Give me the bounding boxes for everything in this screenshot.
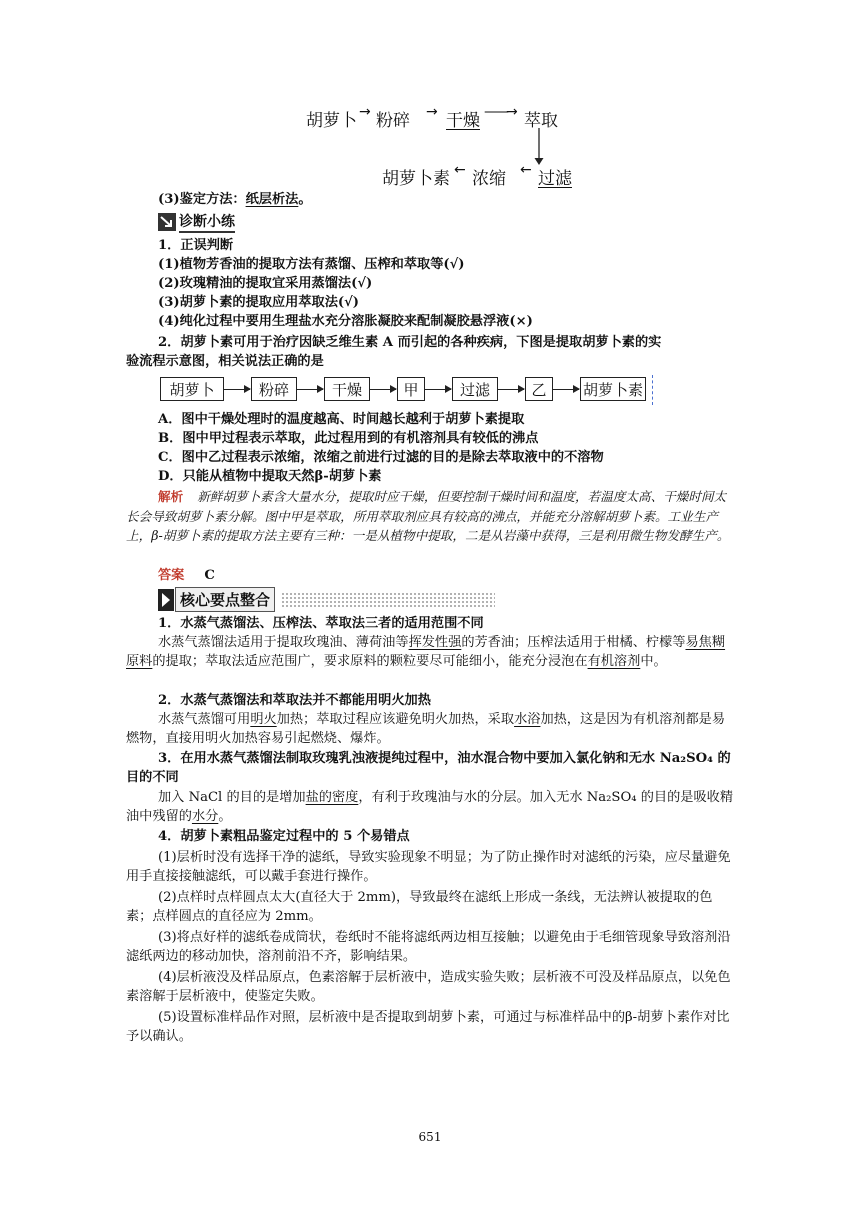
core-p1-body: 水蒸气蒸馏法适用于提取玫瑰油、薄荷油等挥发性强的芳香油；压榨法适用于柑橘、柠檬等易焦糊原料的提取；萃取法适应范围广，要求原料的颗粒要尽可能细小，能充分浸泡在有机溶剂中。 — [126, 635, 726, 670]
flow-arrow-icon — [297, 389, 323, 390]
flow-arrow-icon: ——→ — [484, 104, 515, 120]
q2-answer: 答案 C — [158, 568, 215, 583]
q2-analysis — [126, 487, 738, 546]
flow-box: 乙 — [525, 377, 553, 401]
flow-box: 甲 — [397, 377, 425, 401]
q2-option-b: B．图中甲过程表示萃取，此过程用到的有机溶剂具有较低的沸点 — [158, 431, 539, 446]
q2-stem-line1: 2．胡萝卜素可用于治疗因缺乏维生素 A 而引起的各种疾病，下图是提取胡萝卜素的实 — [158, 335, 662, 350]
down-arrow-icon — [533, 128, 545, 166]
core-p1-heading: 1．水蒸气蒸馏法、压榨法、萃取法三者的适用范围不同 — [158, 616, 484, 631]
q2-option-d: D．只能从植物中提取天然β-胡萝卜素 — [158, 469, 382, 484]
dashed-divider — [652, 375, 653, 405]
q1-item: (3)胡萝卜素的提取应用萃取法(√) — [158, 295, 360, 310]
flow-arrow-left-icon: ← — [520, 162, 532, 178]
flow-node-concentrate: 浓缩 — [472, 169, 506, 189]
flow-arrow-icon — [553, 389, 579, 390]
flow-box: 干燥 — [324, 377, 370, 401]
flow-node-crush: 粉碎 — [376, 111, 410, 131]
flow-box: 胡萝卜素 — [580, 377, 646, 401]
flow-arrow-icon — [498, 389, 524, 390]
q1-item: (1)植物芳香油的提取方法有蒸馏、压榨和萃取等(√) — [158, 257, 465, 272]
section-badge-core: 核心要点整合 — [158, 587, 495, 612]
flow-box: 过滤 — [452, 377, 498, 401]
flow-node-dry: 干燥 — [446, 111, 480, 131]
flow-arrow-icon: → — [359, 104, 371, 120]
core-p2-body: 水蒸气蒸馏可用明火加热；萃取过程应该避免明火加热，采取水浴加热，这是因为有机溶剂都是易燃物，直接用明火加热容易引起燃烧、爆炸。 — [126, 712, 726, 747]
core-p4-heading: 4．胡萝卜素粗品鉴定过程中的 5 个易错点 — [158, 829, 410, 844]
q1-item: (2)玫瑰精油的提取宜采用蒸馏法(√) — [158, 276, 373, 291]
core-p4-item: (2)点样时点样圆点太大(直径大于 2mm)，导致最终在滤纸上形成一条线，无法辨认被提取的色素；点样圆点的直径应为 2mm。 — [126, 890, 713, 925]
identify-method-line: (3)鉴定方法：纸层析法。 — [158, 192, 312, 207]
dotted-decoration — [281, 592, 495, 608]
extraction-flow-diagram — [280, 96, 600, 196]
analysis-label: 解析 — [158, 489, 184, 504]
core-p3-body: 加入 NaCl 的目的是增加盐的密度，有利于玫瑰油与水的分层。加入无水 Na₂SO₄ 的目的是吸收精油中残留的水分。 — [126, 790, 734, 825]
core-p4-item: (3)将点好样的滤纸卷成筒状，卷纸时不能将滤纸两边相互接触；以避免由于毛细管现象导致溶剂沿滤纸两边的移动加快，溶剂前沿不齐，影响结果。 — [126, 930, 731, 965]
core-p3-heading: 3．在用水蒸气蒸馏法制取玫瑰乳浊液提纯过程中，油水混合物中要加入氯化钠和无水 Na₂SO₄ 的目的不同 — [126, 751, 731, 786]
q1-heading: 1．正误判断 — [158, 238, 234, 253]
page-number: 651 — [418, 1130, 442, 1144]
section-badge-diagnosis: 诊断小练 — [158, 211, 235, 233]
flow-arrow-icon: → — [426, 104, 438, 120]
question-flow-diagram — [158, 375, 658, 405]
flow-node-extract: 萃取 — [524, 111, 558, 131]
q2-option-a: A．图中干燥处理时的温度越高、时间越长越利于胡萝卜素提取 — [158, 412, 525, 427]
core-p4-item: (1)层析时没有选择干净的滤纸，导致实验现象不明显；为了防止操作时对滤纸的污染，应尽量避免用手直接接触滤纸，可以戴手套进行操作。 — [126, 850, 731, 885]
play-arrow-icon — [158, 589, 174, 611]
flow-box: 胡萝卜 — [160, 377, 224, 401]
flow-box: 粉碎 — [251, 377, 297, 401]
flow-arrow-icon — [425, 389, 451, 390]
flow-node-filter: 过滤 — [538, 169, 572, 189]
flow-node-carotene: 胡萝卜素 — [382, 169, 450, 189]
core-p2-heading: 2．水蒸气蒸馏法和萃取法并不都能用明火加热 — [158, 693, 431, 708]
flow-node-carrot: 胡萝卜 — [306, 111, 357, 131]
flow-arrow-icon — [370, 389, 396, 390]
core-p4-item: (5)设置标准样品作对照，层析液中是否提取到胡萝卜素，可通过与标准样品中的β-胡萝卜素作对比予以确认。 — [126, 1010, 730, 1045]
flow-arrow-left-icon: ← — [454, 162, 466, 178]
q2-option-c: C．图中乙过程表示浓缩，浓缩之前进行过滤的目的是除去萃取液中的不溶物 — [158, 450, 604, 465]
q1-item: (4)纯化过程中要用生理盐水充分溶胀凝胶来配制凝胶悬浮液(×) — [158, 314, 533, 329]
arrow-corner-icon — [158, 213, 176, 231]
flow-arrow-icon — [224, 389, 250, 390]
analysis-text: 新鲜胡萝卜素含大量水分，提取时应干燥，但要控制干燥时间和温度，若温度太高、干燥时间太长会导致胡萝卜素分解。图中甲是萃取，所用萃取剂应具有较高的沸点，并能充分溶解胡萝卜素。工业生产上，β-胡萝卜素的提取方法主要有三种：一是从植物中提取，二是从岩藻中获得，三是利用微生物发酵生产。 — [126, 489, 730, 544]
core-p4-item: (4)层析液没及样品原点，色素溶解于层析液中，造成实验失败；层析液不可没及样品原点，以免色素溶解于层析液中，使鉴定失败。 — [126, 970, 731, 1005]
q2-stem-line2: 验流程示意图，相关说法正确的是 — [126, 354, 324, 369]
